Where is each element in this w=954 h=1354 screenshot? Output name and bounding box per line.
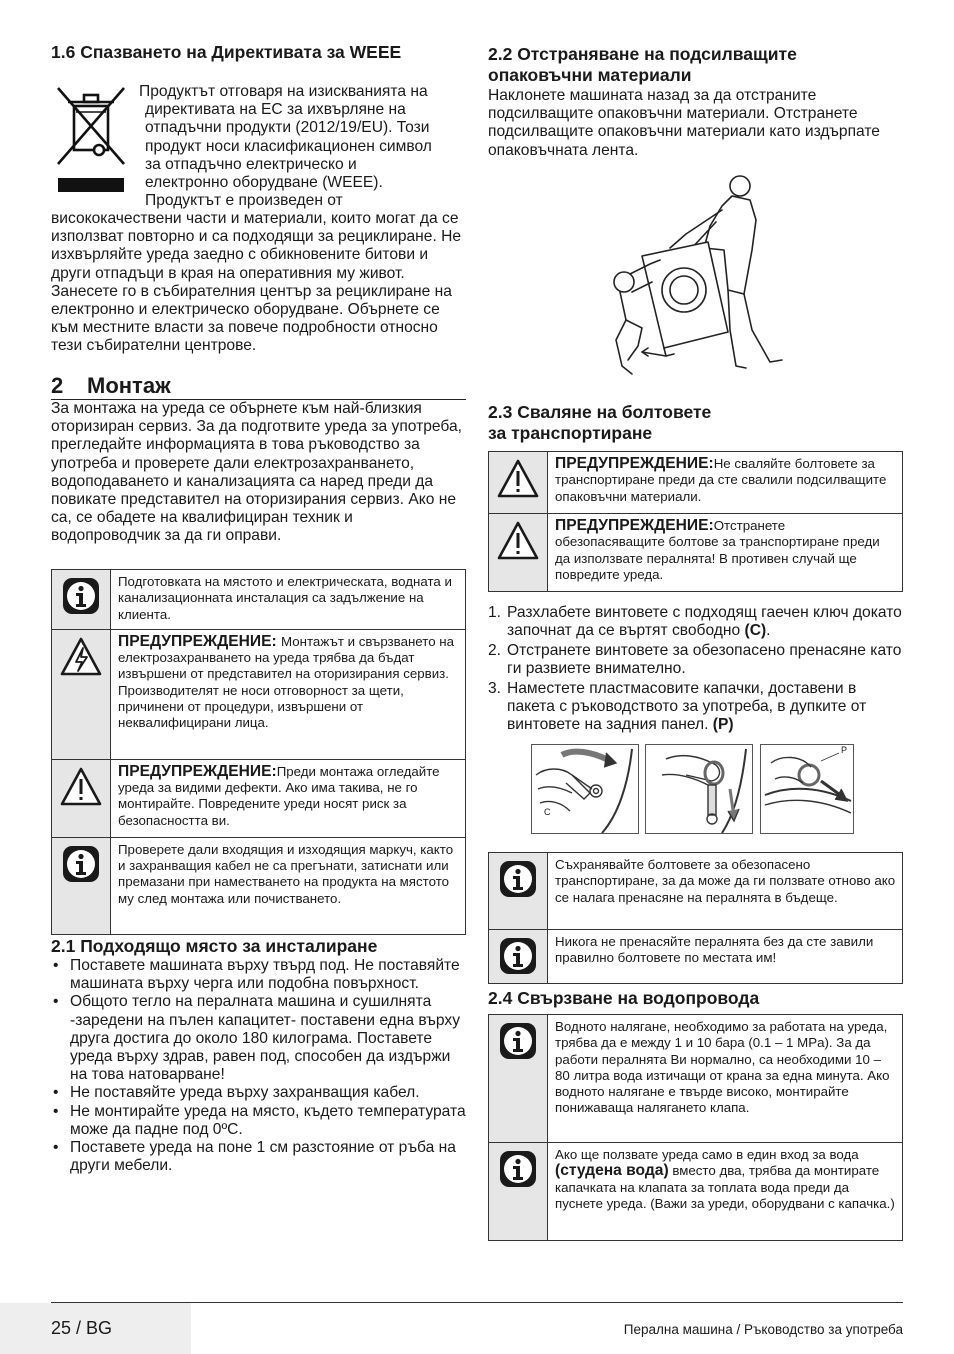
note-text: [548, 1143, 903, 1241]
info-icon: [489, 1143, 548, 1241]
note-text: Съхранявайте болтовете за обезопасено транспортиране, за да може да ги ползвате отново ако се налага пренасяне на пералнята в бъдеще.: [548, 853, 903, 930]
section-2-3-heading: [488, 402, 903, 444]
step-text: Наместете пластмасовите капачки, доставени в пакета с ръководството за употреба, в дупките от винтовете на задния панел.: [507, 679, 867, 734]
note-bold: (студена вода): [555, 1162, 669, 1180]
list-item: • Не поставяйте уреда върху захранващия кабел.: [51, 1084, 466, 1102]
figure-loosen-bolts: [531, 744, 639, 834]
page-number: 25 / BG: [51, 1318, 113, 1338]
section-2-2-heading: 2.2 Отстраняване на подсилващите опаковъчни материали: [488, 44, 797, 85]
warning-icon: [489, 452, 548, 514]
weee-line: за отпадъчно електрическо и: [145, 155, 357, 173]
warning-body: Монтажът и свързването на електрозахранването на уреда трябва да бъдат извършени от представител на оторизирания сервиз. Производителят не носи отговорност за щети, причинени от процедури, извършени от неквалифицирани лица.: [118, 633, 455, 731]
warning-body: Отстранете обезопасяващите болтове за транспортиране преди да използвате пералнята! В противен случай ще повредите уреда.: [555, 518, 880, 582]
list-item: [488, 680, 903, 735]
section-2-3-heading-line: 2.3 Сваляне на болтовете: [488, 402, 712, 422]
list-item: [488, 642, 903, 679]
figure-insert-caps: [760, 744, 854, 834]
section-2-3-heading-line: за транспортиране: [488, 423, 653, 443]
figure-label-p: P: [841, 745, 848, 755]
warning-title: ПРЕДУПРЕЖДЕНИЕ:: [118, 632, 282, 650]
note-part: Ако ще ползвате уреда само в един вход за вода: [555, 1147, 859, 1162]
warning-title: ПРЕДУПРЕЖДЕНИЕ:: [555, 455, 714, 472]
warning-body: Не сваляйте болтовете за транспортиране преди да сте свалили подсилващите опаковъчни материали.: [555, 456, 887, 504]
weee-line: продукт носи класификационен символ: [145, 137, 432, 155]
step-text: Отстранете винтовете за обезопасено пренасяне като ги развиете внимателно.: [507, 641, 902, 678]
figure-remove-bolts: [645, 744, 753, 834]
weee-line: Продуктът отговаря на изискванията на: [139, 83, 428, 100]
warning-body: Преди монтажа огледайте уреда за видими дефекти. Ако има такива, не го монтирайте. Повредените уреди носят риск за безопасността ви.: [118, 763, 440, 828]
step-text: Разхлабете винтовете с подходящ гаечен ключ докато започнат да се въртят свободно: [507, 604, 902, 640]
notes-transport-warnings: [488, 451, 903, 592]
step-number: 1.: [488, 604, 502, 621]
weee-line: отпадъчни продукти (2012/19/EU). Този: [145, 119, 430, 137]
step-bold: (C): [744, 622, 767, 640]
note-text: [111, 759, 466, 837]
note-text: Никога не пренасяйте пералнята без да сте завили правилно болтовете по местата им!: [548, 930, 903, 984]
weee-line: директивата на ЕС за ихвърляне на: [145, 101, 406, 119]
list-item: • Не монтирайте уреда на място, където температурата може да падне под 0ºC.: [51, 1103, 466, 1139]
section-2-2-text: Наклонете машината назад за да отстраните подсилващите опаковъчни материали. Отстранете подсилващите опаковъчни материали като издърпате опаковъчната лента.: [488, 87, 880, 159]
warning-title: ПРЕДУПРЕЖДЕНИЕ:: [555, 517, 714, 534]
figure-label-c: C: [544, 807, 551, 817]
list-item: • Общото тегло на пералната машина и сушилнята -заредени на пълен капацитет- поставени една върху друга достига до около 180 килограма. Поставете уреда върху здрав, равен под, способен да издържи на това натоварване!: [51, 993, 466, 1084]
transport-steps: [488, 604, 903, 736]
step-bold: (P): [712, 716, 734, 734]
note-text: [548, 514, 903, 592]
list-item: • Поставете машината върху твърд под. Не поставяйте машината върху черга или подобна повърхност.: [51, 957, 466, 993]
weee-heading: 1.6 Спазването на Директивата за WEEE: [51, 42, 402, 62]
step-after: .: [766, 622, 771, 640]
note-text: Проверете дали входящия и изходящия маркуч, както и захранващия кабел не са прегънати, затиснати или премазани при наместването на продукта на мястото му след монтажа или почистването.: [111, 837, 466, 934]
section-2-1-bullets: [51, 957, 466, 1175]
tilt-machine-illustration: [604, 170, 790, 384]
list-item: [488, 604, 903, 641]
chapter-heading: [51, 374, 466, 400]
note-text: Подготовката на мястото и електрическата, водната и канализационната инсталация са задължение на клиента.: [111, 570, 466, 630]
notes-left: [51, 569, 466, 935]
chapter-title: Монтаж: [87, 373, 171, 398]
warning-title: ПРЕДУПРЕЖДЕНИЕ:: [118, 762, 277, 780]
weee-text-wrapped: [139, 83, 469, 210]
note-text: [111, 629, 466, 759]
note-text: Водното налягане, необходимо за работата на уреда, трябва да е между 1 и 10 бара (0.1 – 1 MPa). За да работи пералнята Ви нормално, са необходими 10 – 80 литра вода изтичащи от крана за една минута. Ако водното налягане е твърде високо, монтирайте понижаваща налягането клапа.: [548, 1015, 903, 1143]
list-item: • Поставете уреда на поне 1 см разстояние от ръба на други мебели.: [51, 1139, 466, 1175]
weee-line: Продуктът е произведен от: [145, 192, 343, 210]
step-number: 3.: [488, 679, 502, 697]
weee-line: електронно оборудване (WEEE).: [145, 174, 383, 192]
info-icon: [52, 570, 111, 630]
section-2-1-heading: 2.1 Подходящо място за инсталиране: [51, 936, 378, 956]
footer-title: Перална машина / Ръководство за употреба: [623, 1322, 903, 1337]
weee-text-continued: висококачествени части и материали, които могат да се използват повторно и са подходящи за рециклиране. Не изхвърляйте уреда заедно с обикновените битови и други отпадъци в края на оперативния му живот. Занесете го в събирателния център за рециклиране на електронно и електрическо оборудване. Обърнете се към местните власти за повече подробности относно тези събирателни центрове.: [51, 210, 462, 355]
step-number: 2.: [488, 641, 502, 659]
info-icon: [489, 1015, 548, 1143]
warning-icon: [489, 514, 548, 592]
weee-bin-icon: [54, 84, 128, 196]
montage-intro: За монтажа на уреда се обърнете към най-близкия оторизиран сервиз. За да подготвите уреда за употреба, прегледайте информацията в това ръководство за употреба и проверете дали електрозахранването, водоподаването и канализацията са наред преди да повикате представител на оторизирания сервиз. Ако не са, се обадете на квалифициран техник и водопроводчик за да ги оправи.: [51, 400, 462, 545]
info-icon: [489, 930, 548, 984]
note-part: вместо два, трябва да монтирате капачката на клапата за топлата вода преди да пуснете уреда. (Важи за уреди, оборудвани с капачка.): [555, 1163, 895, 1211]
section-2-4-heading: 2.4 Свързване на водопровода: [488, 988, 760, 1008]
warning-icon: [52, 759, 111, 837]
info-icon: [489, 853, 548, 930]
notes-bolts: [488, 852, 903, 984]
chapter-number: 2: [51, 373, 64, 398]
notes-water: [488, 1014, 903, 1241]
info-icon: [52, 837, 111, 934]
electric-warning-icon: [52, 629, 111, 759]
note-text: [548, 452, 903, 514]
